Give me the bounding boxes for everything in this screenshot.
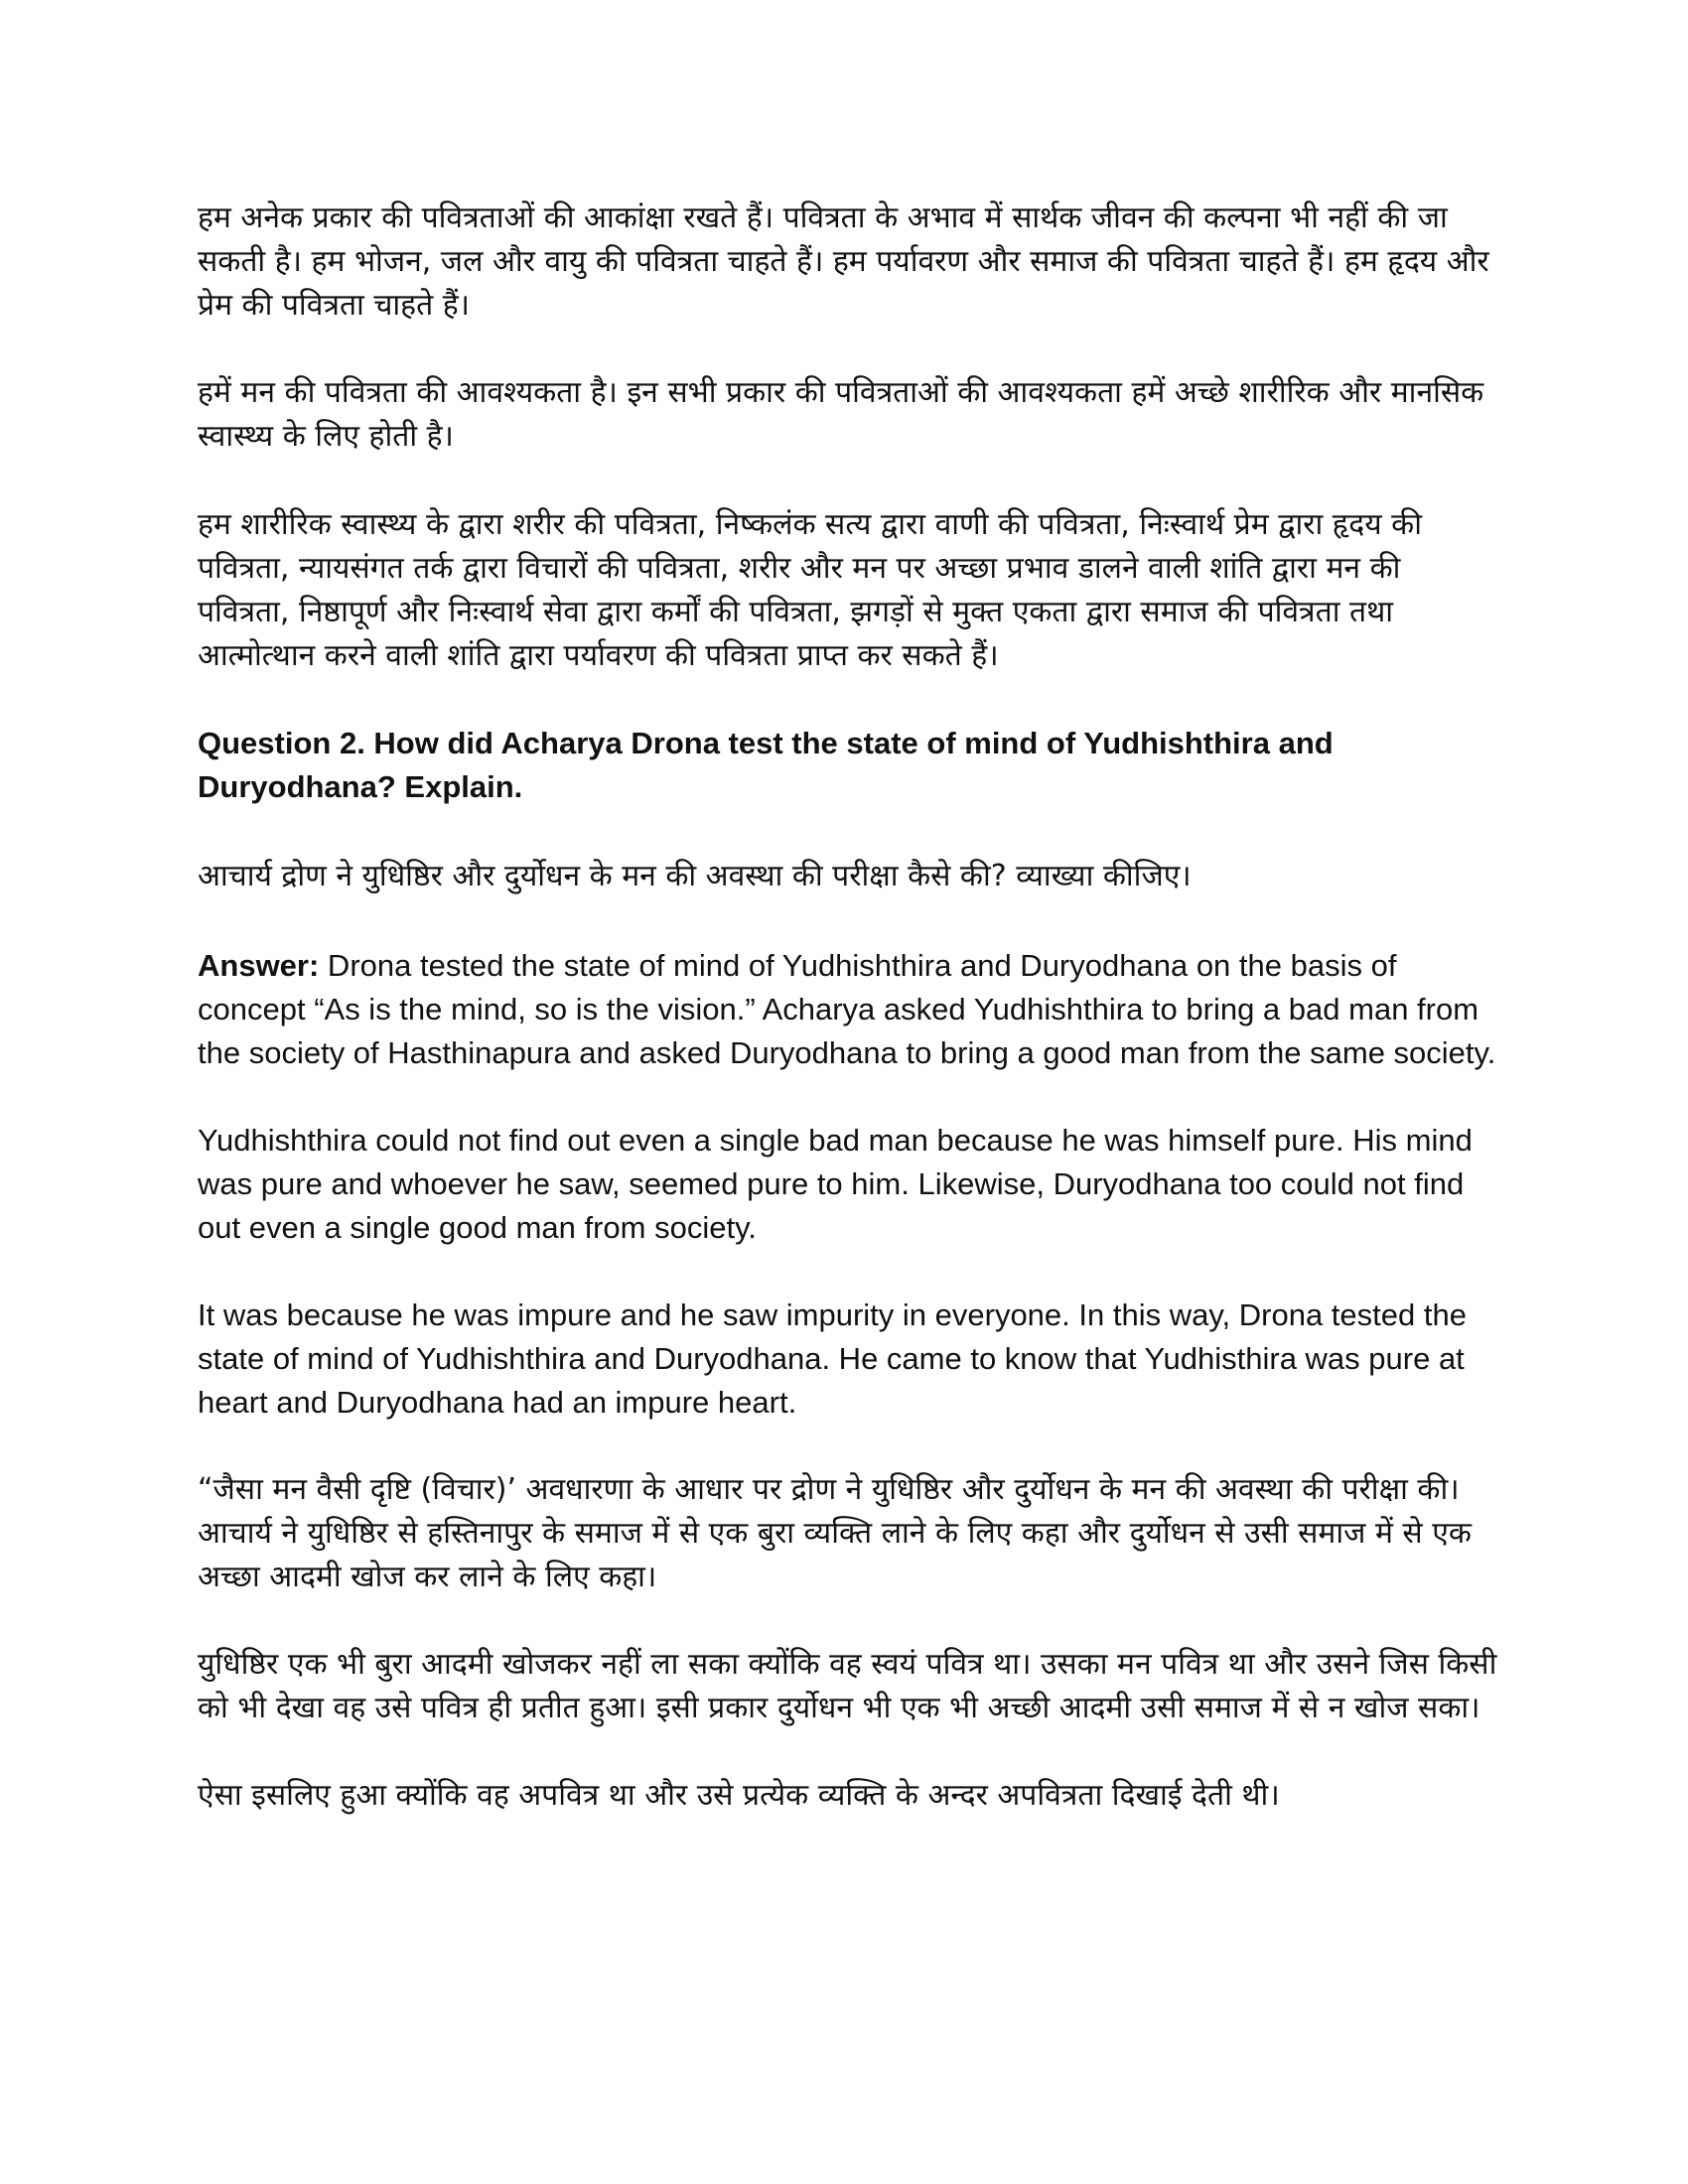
answer-hindi-paragraph-1: “जैसा मन वैसी दृष्टि (विचार)’ अवधारणा के आधार पर द्रोण ने युधिष्ठिर और दुर्योधन के मन की अवस्था की परीक्षा की। आचार्य ने युधिष्ठिर से हस्तिनापुर के समाज में से एक बुरा व्यक्ति लाने के लिए कहा और दुर्योधन से उसी समाज में से एक अच्छा आदमी खोज कर लाने के लिए कहा। <box>198 1472 1472 1594</box>
answer-paragraph-3: It was because he was impure and he saw impurity in everyone. In this way, Drona tested the state of mind of Yudhishthira and Duryodhana. He came to know that Yudhisthira was pure at heart and Duryodhana had an impure heart. <box>198 1297 1467 1420</box>
question-heading: Question 2. How did Acharya Drona test the state of mind of Yudhishthira and Duryodhana? Explain. <box>198 726 1334 804</box>
hindi-paragraph-mind-purity: हमें मन की पवित्रता की आवश्यकता है। इन सभी प्रकार की पवित्रताओं की आवश्यकता हमें अच्छे शारीरिक और मानसिक स्वास्थ्य के लिए होती है। <box>198 375 1484 454</box>
document-page <box>198 197 1498 1818</box>
answer-hindi-paragraph-3: ऐसा इसलिए हुआ क्योंकि वह अपवित्र था और उसे प्रत्येक व्यक्ति के अन्दर अपवित्रता दिखाई देती थी। <box>198 1778 1280 1813</box>
answer-paragraph-2: Yudhishthira could not find out even a single bad man because he was himself pure. His mind was pure and whoever he saw, seemed pure to him. Likewise, Duryodhana too could not find out even a single good man from society. <box>198 1123 1473 1245</box>
answer-label: Answer: <box>198 948 320 983</box>
answer-text-1: Drona tested the state of mind of Yudhishthira and Duryodhana on the basis of concept “As is the mind, so is the vision.” Acharya asked Yudhishthira to bring a bad man from the society of Hasthinapura and asked Duryodhana to bring a good man from the same society. <box>198 948 1496 1070</box>
answer-hindi-paragraph-2: युधिष्ठिर एक भी बुरा आदमी खोजकर नहीं ला सका क्योंकि वह स्वयं पवित्र था। उसका मन पवित्र था और उसने जिस किसी को भी देखा वह उसे पवित्र ही प्रतीत हुआ। इसी प्रकार दुर्योधन भी एक भी अच्छी आदमी उसी समाज में से न खोज सका। <box>198 1647 1497 1725</box>
hindi-paragraph-means-of-purity: हम शारीरिक स्वास्थ्य के द्वारा शरीर की पवित्रता, निष्कलंक सत्य द्वारा वाणी की पवित्रता, निःस्वार्थ प्रेम द्वारा हृदय की पवित्रता, न्यायसंगत तर्क द्वारा विचारों की पवित्रता, शरीर और मन पर अच्छा प्रभाव डालने वाली शांति द्वारा मन की पवित्रता, निष्ठापूर्ण और निःस्वार्थ सेवा द्वारा कर्मों की पवित्रता, झगड़ों से मुक्त एकता द्वारा समाज की पवित्रता तथा आत्मोत्थान करने वाली शांति द्वारा पर्यावरण की पवित्रता प्राप्त कर सकते हैं। <box>198 507 1422 673</box>
hindi-paragraph-purity-aspirations: हम अनेक प्रकार की पवित्रताओं की आकांक्षा रखते हैं। पवित्रता के अभाव में सार्थक जीवन की कल्पना भी नहीं की जा सकती है। हम भोजन, जल और वायु की पवित्रता चाहते हैं। हम पर्यावरण और समाज की पवित्रता चाहते हैं। हम हृदय और प्रेम की पवित्रता चाहते हैं। <box>198 201 1489 323</box>
answer-paragraph-1 <box>198 944 1498 1075</box>
question-hindi: आचार्य द्रोण ने युधिष्ठिर और दुर्योधन के मन की अवस्था की परीक्षा कैसे की? व्याख्या कीजिए। <box>198 859 1192 893</box>
